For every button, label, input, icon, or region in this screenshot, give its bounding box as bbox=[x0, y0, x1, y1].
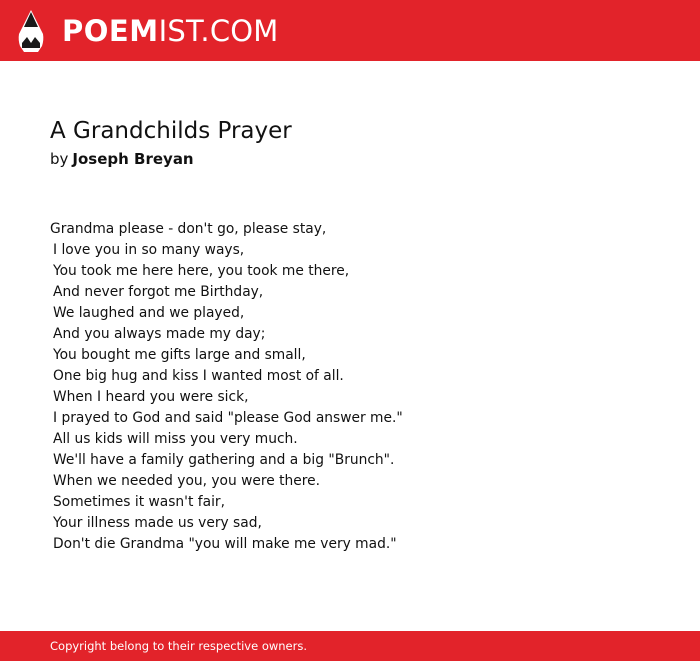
poem-line: You took me here here, you took me there, bbox=[53, 263, 350, 279]
brand-light: IST.COM bbox=[158, 14, 279, 48]
poem-line: Sometimes it wasn't fair, bbox=[53, 494, 225, 510]
poem-line: And you always made my day; bbox=[53, 326, 266, 342]
site-logo-text[interactable] bbox=[62, 13, 279, 49]
poem-line: When I heard you were sick, bbox=[53, 389, 249, 405]
poem-line: When we needed you, you were there. bbox=[53, 473, 321, 489]
copyright-text: Copyright belong to their respective owners. bbox=[50, 639, 308, 653]
by-label: by bbox=[50, 150, 69, 168]
poem-body bbox=[50, 219, 670, 555]
poem-line: I prayed to God and said "please God answer me." bbox=[53, 410, 403, 426]
brand-bold: POEM bbox=[62, 14, 159, 48]
poem-line: One big hug and kiss I wanted most of all. bbox=[53, 368, 344, 384]
pencil-tip-icon[interactable] bbox=[18, 10, 44, 52]
site-header bbox=[0, 0, 700, 61]
poem-line: Don't die Grandma "you will make me very mad." bbox=[53, 536, 397, 552]
poem-line: We laughed and we played, bbox=[53, 305, 245, 321]
author-name: Joseph Breyan bbox=[72, 150, 194, 168]
poem-line: You bought me gifts large and small, bbox=[53, 347, 306, 363]
poem-line: All us kids will miss you very much. bbox=[53, 431, 298, 447]
poem-line: I love you in so many ways, bbox=[53, 242, 245, 258]
poem-line: And never forgot me Birthday, bbox=[53, 284, 264, 300]
byline bbox=[50, 148, 194, 170]
poem-line: Your illness made us very sad, bbox=[53, 515, 262, 531]
poem-line: We'll have a family gathering and a big "Brunch". bbox=[53, 452, 395, 468]
poem-line: Grandma please - don't go, please stay, bbox=[50, 221, 327, 237]
poem-title: A Grandchilds Prayer bbox=[50, 118, 292, 144]
site-footer bbox=[0, 631, 700, 661]
